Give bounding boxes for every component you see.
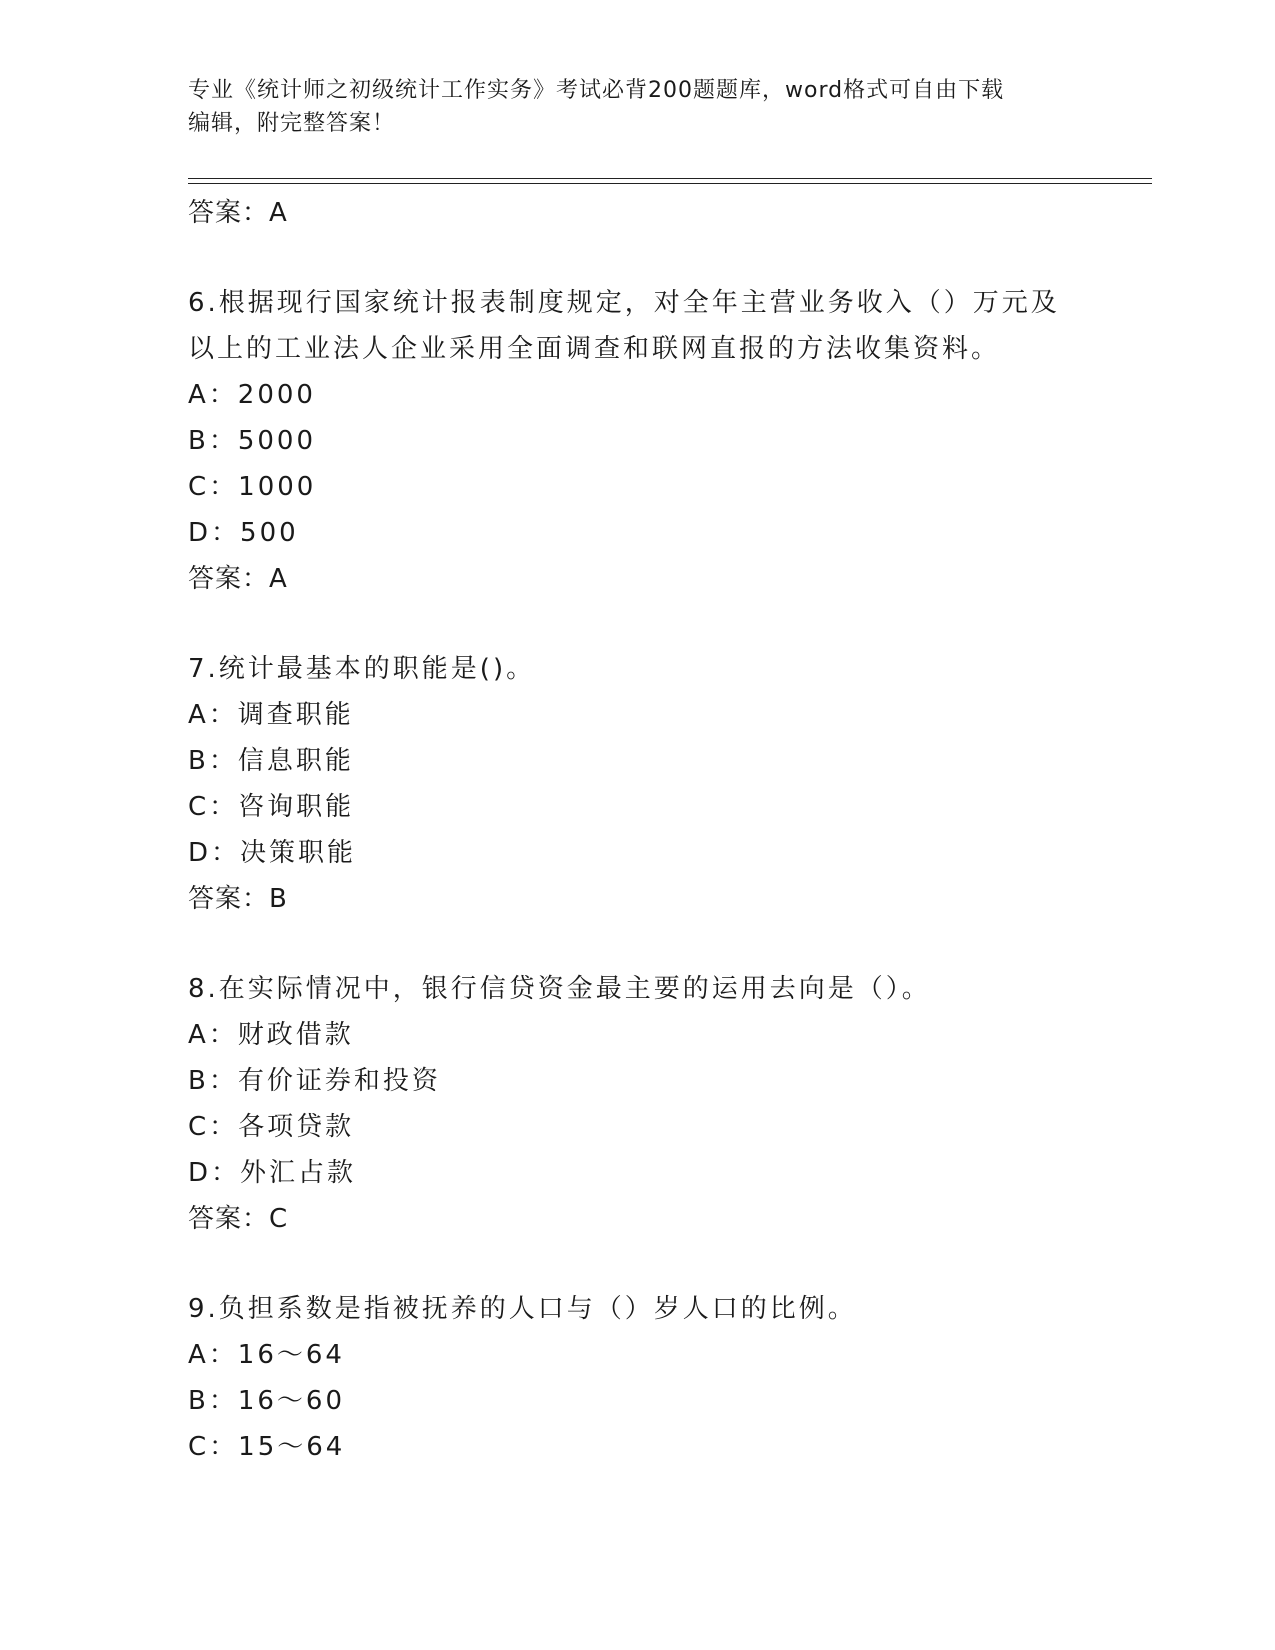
answer-text: 答案：C xyxy=(188,1204,289,1234)
option-c: C：15～64 xyxy=(188,1432,346,1462)
header-line-2: 编辑，附完整答案！ xyxy=(188,111,396,136)
question-block xyxy=(188,1286,1088,1470)
question-stem: 8.在实际情况中，银行信贷资金最主要的运用去向是（）。 xyxy=(188,974,931,1004)
question-block xyxy=(188,646,1088,922)
option-d: D：决策职能 xyxy=(188,838,357,868)
question-stem: 7.统计最基本的职能是()。 xyxy=(188,654,536,684)
option-a: A：16～64 xyxy=(188,1340,345,1370)
option-c: C：咨询职能 xyxy=(188,792,355,822)
option-b: B：16～60 xyxy=(188,1386,346,1416)
question-block xyxy=(188,280,1088,602)
option-c: C：1000 xyxy=(188,472,317,502)
option-b: B：有价证券和投资 xyxy=(188,1066,441,1096)
option-b: B：5000 xyxy=(188,426,317,456)
answer-text: 答案：B xyxy=(188,884,288,914)
answer-text: 答案：A xyxy=(188,198,288,228)
option-a: A：2000 xyxy=(188,380,316,410)
page-header xyxy=(188,74,1068,140)
header-divider-top xyxy=(188,178,1152,179)
question-stem: 6.根据现行国家统计报表制度规定，对全年主营业务收入（）万元及 xyxy=(188,288,1060,318)
option-c: C：各项贷款 xyxy=(188,1112,355,1142)
option-d: D：500 xyxy=(188,518,299,548)
option-b: B：信息职能 xyxy=(188,746,354,776)
option-a: A：财政借款 xyxy=(188,1020,354,1050)
option-a: A：调查职能 xyxy=(188,700,354,730)
answer-text: 答案：A xyxy=(188,564,288,594)
question-block xyxy=(188,966,1088,1242)
header-divider-bottom xyxy=(188,183,1152,184)
header-line-1: 专业《统计师之初级统计工作实务》考试必背200题题库，word格式可自由下载 xyxy=(188,78,1005,103)
option-d: D：外汇占款 xyxy=(188,1158,357,1188)
question-list xyxy=(188,190,1088,1470)
question-stem: 以上的工业法人企业采用全面调查和联网直报的方法收集资料。 xyxy=(188,334,1001,364)
question-stem: 9.负担系数是指被抚养的人口与（）岁人口的比例。 xyxy=(188,1294,857,1324)
